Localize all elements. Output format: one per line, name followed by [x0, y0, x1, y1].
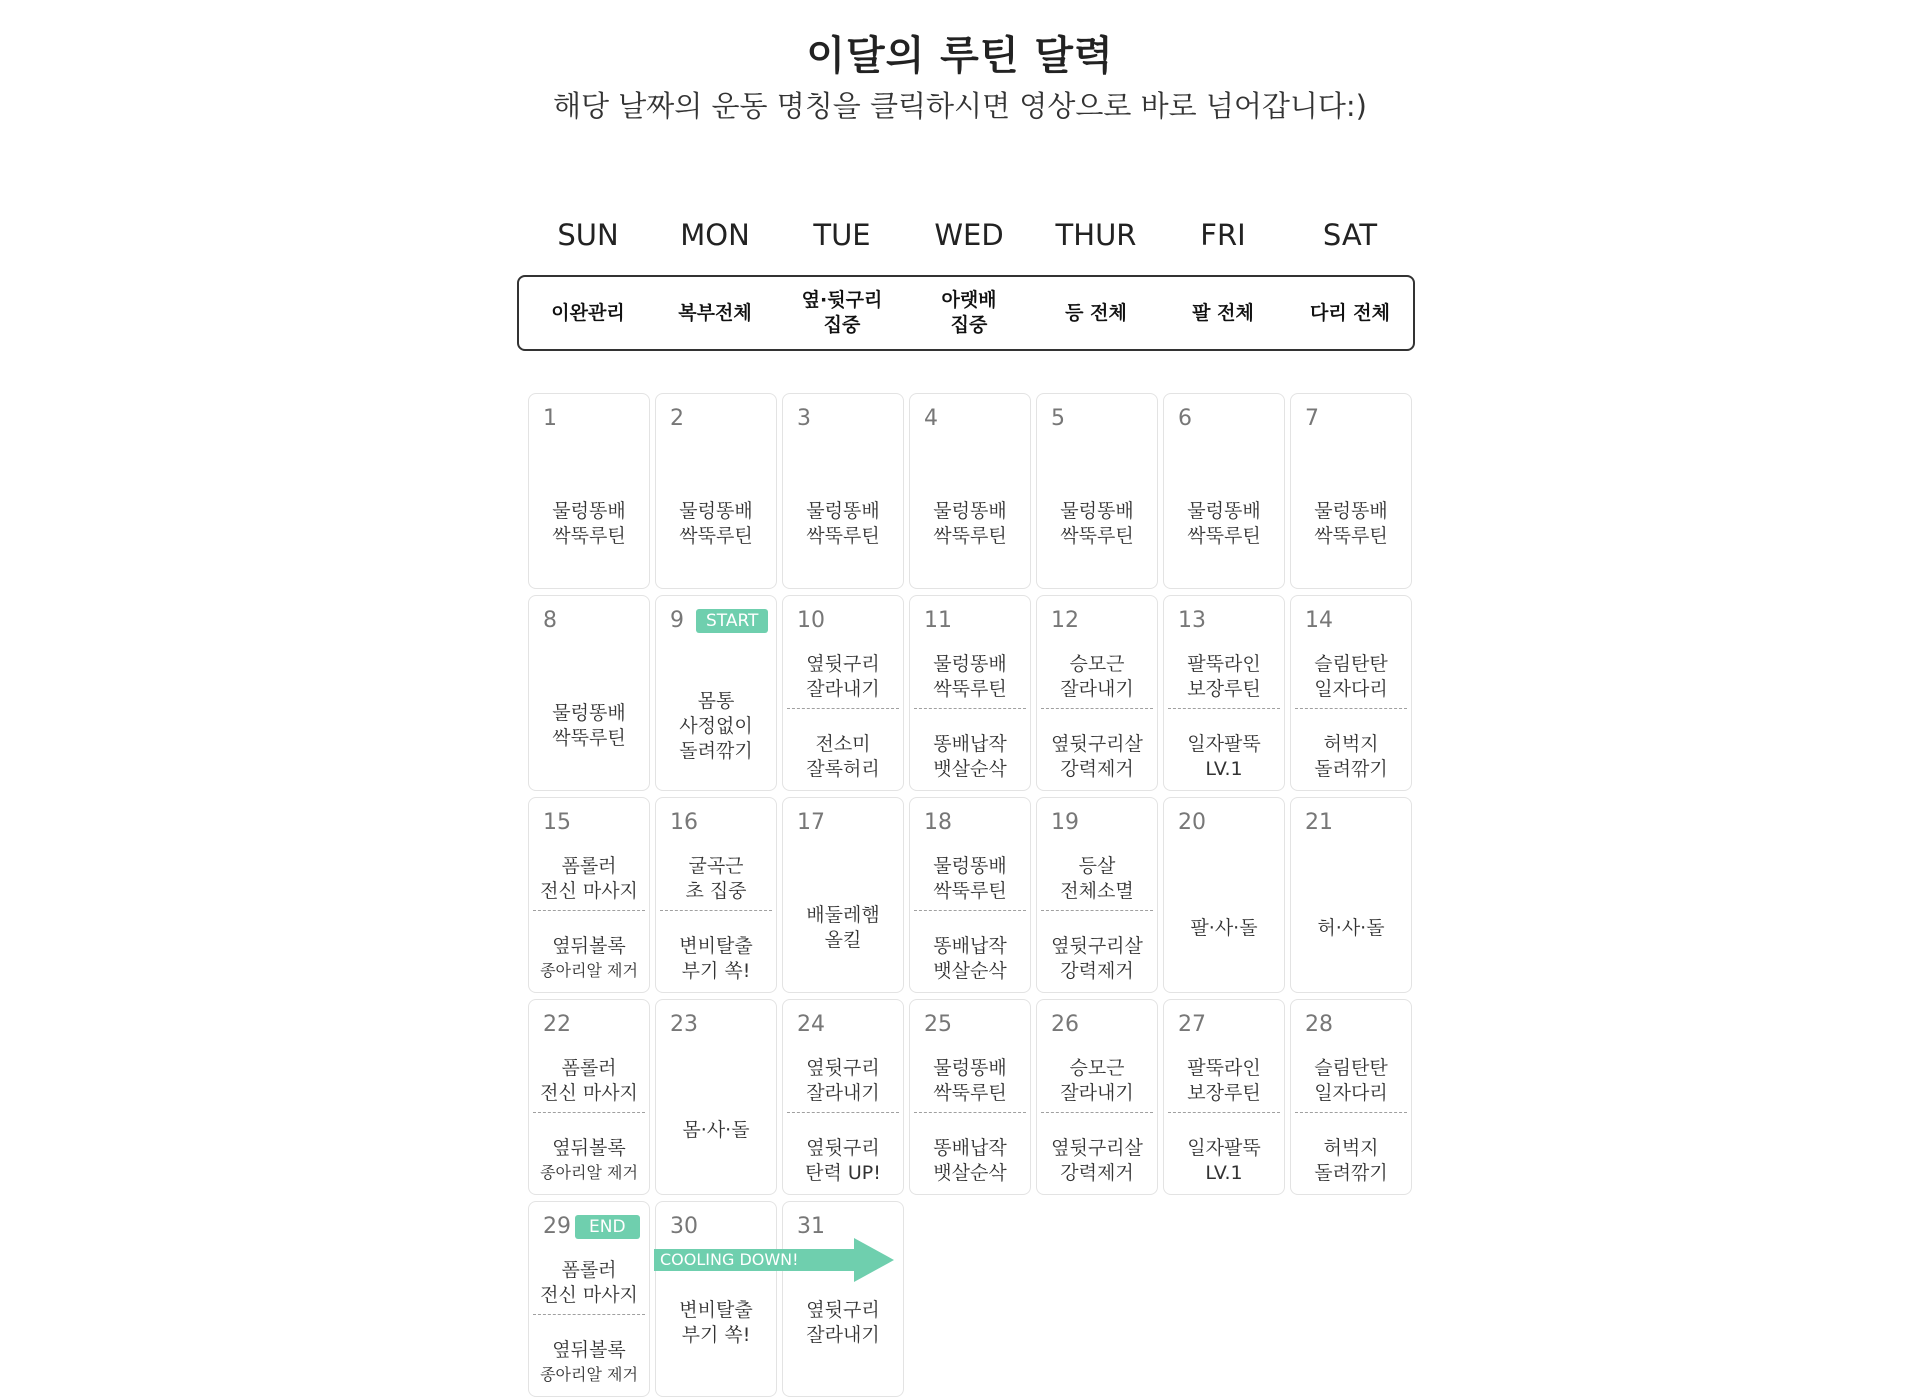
- exercise-link[interactable]: 물렁똥배 싹뚝루틴: [1060, 500, 1134, 547]
- dashed-divider: [914, 910, 1026, 911]
- exercise-link[interactable]: 옆뒷구리 잘라내기: [806, 1057, 880, 1104]
- routine-focus-sat: [1287, 277, 1413, 349]
- dashed-divider: [1168, 708, 1280, 709]
- day-number: 22: [543, 1012, 571, 1037]
- day-cell-4: [909, 393, 1031, 589]
- day-number: 13: [1178, 608, 1206, 633]
- exercise-link[interactable]: 똥배납작 뱃살순삭: [933, 1137, 1007, 1184]
- day-cell-29: [528, 1201, 650, 1397]
- dashed-divider: [1168, 1112, 1280, 1113]
- weekday-header: [525, 218, 1415, 258]
- day-cell-11: [909, 595, 1031, 791]
- weekday-thur: THUR: [1055, 218, 1137, 252]
- exercise-link[interactable]: 물렁똥배 싹뚝루틴: [933, 653, 1007, 700]
- day-cell-14: [1290, 595, 1412, 791]
- cooling-down-arrow: [654, 1238, 894, 1282]
- dashed-divider: [1041, 708, 1153, 709]
- exercise-link[interactable]: 물렁똥배 싹뚝루틴: [933, 855, 1007, 902]
- day-number: 1: [543, 406, 557, 431]
- day-cell-3: [782, 393, 904, 589]
- day-number: 25: [924, 1012, 952, 1037]
- day-number: 21: [1305, 810, 1333, 835]
- exercise-link[interactable]: 물렁똥배 싹뚝루틴: [552, 702, 626, 749]
- dashed-divider: [914, 708, 1026, 709]
- exercise-link[interactable]: 옆뒷구리 탄력 UP!: [805, 1137, 881, 1184]
- dashed-divider: [533, 1314, 645, 1315]
- exercise-link[interactable]: 옆뒤볼록: [552, 1137, 626, 1159]
- exercise-link[interactable]: 물렁똥배 싹뚝루틴: [933, 500, 1007, 547]
- exercise-link-sub[interactable]: 종아리알 제거: [540, 1365, 638, 1384]
- day-cell-2: [655, 393, 777, 589]
- day-cell-25: [909, 999, 1031, 1195]
- dashed-divider: [914, 1112, 1026, 1113]
- day-number: 7: [1305, 406, 1319, 431]
- weekday-sun: SUN: [557, 218, 619, 252]
- weekday-fri: FRI: [1200, 218, 1246, 252]
- exercise-link[interactable]: 옆뒷구리살 강력제거: [1051, 935, 1143, 982]
- day-number: 4: [924, 406, 938, 431]
- exercise-link[interactable]: 팔뚝라인 보장루틴: [1187, 1057, 1261, 1104]
- exercise-link[interactable]: 일자팔뚝 LV.1: [1187, 733, 1261, 780]
- day-number: 11: [924, 608, 952, 633]
- day-number: 9: [670, 608, 684, 633]
- routine-focus-label: 이완관리: [551, 301, 625, 324]
- exercise-link[interactable]: 물렁똥배 싹뚝루틴: [679, 500, 753, 547]
- day-cell-17: [782, 797, 904, 993]
- exercise-link[interactable]: 물렁똥배 싹뚝루틴: [933, 1057, 1007, 1104]
- exercise-link[interactable]: 물렁똥배 싹뚝루틴: [1187, 500, 1261, 547]
- day-number: 31: [797, 1214, 825, 1239]
- arrow-head-icon: [854, 1238, 894, 1282]
- exercise-link[interactable]: 등살 전체소멸: [1060, 855, 1134, 902]
- exercise-link[interactable]: 옆뒷구리살 강력제거: [1051, 733, 1143, 780]
- day-number: 3: [797, 406, 811, 431]
- exercise-link-sub[interactable]: 종아리알 제거: [540, 961, 638, 980]
- exercise-link[interactable]: 허·사·돌: [1317, 916, 1385, 939]
- start-badge: START: [696, 609, 768, 633]
- day-number: 15: [543, 810, 571, 835]
- day-cell-28: [1290, 999, 1412, 1195]
- dashed-divider: [1041, 1112, 1153, 1113]
- exercise-link[interactable]: 팔뚝라인 보장루틴: [1187, 653, 1261, 700]
- day-cell-9: [655, 595, 777, 791]
- routine-focus-label: 아랫배 집중: [941, 289, 997, 336]
- day-number: 23: [670, 1012, 698, 1037]
- exercise-link[interactable]: 굴곡근 초 집중: [685, 855, 747, 902]
- weekday-sat: SAT: [1322, 218, 1378, 252]
- page-subtitle: 해당 날짜의 운동 명칭을 클릭하시면 영상으로 바로 넘어갑니다:): [553, 89, 1367, 123]
- dashed-divider: [533, 1112, 645, 1113]
- day-number: 8: [543, 608, 557, 633]
- exercise-link[interactable]: 슬림탄탄 일자다리: [1314, 653, 1388, 700]
- routine-focus-label: 팔 전체: [1192, 301, 1254, 324]
- exercise-link[interactable]: 승모근 잘라내기: [1060, 653, 1134, 700]
- routine-focus-fri: [1160, 277, 1286, 349]
- exercise-link[interactable]: 팔·사·돌: [1190, 916, 1258, 939]
- day-number: 17: [797, 810, 825, 835]
- exercise-link[interactable]: 폼롤러 전신 마사지: [540, 1259, 638, 1306]
- routine-focus-wed: [906, 277, 1032, 349]
- exercise-link[interactable]: 허벅지 돌려깎기: [1314, 1137, 1388, 1184]
- day-cell-16: [655, 797, 777, 993]
- routine-focus-thur: [1033, 277, 1159, 349]
- exercise-link[interactable]: 배둘레햄 올킬: [806, 904, 880, 951]
- day-number: 16: [670, 810, 698, 835]
- dashed-divider: [660, 910, 772, 911]
- routine-focus-label: 등 전체: [1065, 301, 1127, 324]
- routine-focus-label: 옆·뒷구리 집중: [801, 289, 883, 336]
- day-cell-24: [782, 999, 904, 1195]
- day-number: 14: [1305, 608, 1333, 633]
- day-number: 2: [670, 406, 684, 431]
- cooling-down-label: COOLING DOWN!: [660, 1250, 799, 1269]
- exercise-link[interactable]: 옆뒤볼록: [552, 935, 626, 957]
- day-number: 19: [1051, 810, 1079, 835]
- routine-focus-label: 다리 전체: [1309, 301, 1391, 324]
- day-cell-19: [1036, 797, 1158, 993]
- exercise-link[interactable]: 옆뒷구리살 강력제거: [1051, 1137, 1143, 1184]
- exercise-link[interactable]: 승모근 잘라내기: [1060, 1057, 1134, 1104]
- dashed-divider: [533, 910, 645, 911]
- dashed-divider: [787, 1112, 899, 1113]
- exercise-link[interactable]: 몸통 사정없이 돌려깎기: [679, 689, 753, 762]
- dashed-divider: [1295, 1112, 1407, 1113]
- day-cell-23: [655, 999, 777, 1195]
- exercise-link[interactable]: 옆뒤볼록: [552, 1339, 626, 1361]
- day-number: 27: [1178, 1012, 1206, 1037]
- exercise-link[interactable]: 똥배납작 뱃살순삭: [933, 935, 1007, 982]
- day-number: 6: [1178, 406, 1192, 431]
- exercise-link[interactable]: 슬림탄탄 일자다리: [1314, 1057, 1388, 1104]
- exercise-link[interactable]: 물렁똥배 싹뚝루틴: [806, 500, 880, 547]
- exercise-link[interactable]: 전소미 잘록허리: [806, 733, 880, 780]
- day-cell-20: [1163, 797, 1285, 993]
- page-title: 이달의 루틴 달력: [806, 33, 1114, 79]
- day-number: 29: [543, 1214, 571, 1239]
- day-cell-13: [1163, 595, 1285, 791]
- exercise-link[interactable]: 물렁똥배 싹뚝루틴: [552, 500, 626, 547]
- weekday-wed: WED: [934, 218, 1004, 252]
- day-cell-21: [1290, 797, 1412, 993]
- day-cell-18: [909, 797, 1031, 993]
- day-number: 26: [1051, 1012, 1079, 1037]
- day-cell-26: [1036, 999, 1158, 1195]
- dashed-divider: [1041, 910, 1153, 911]
- day-cell-30: [655, 1201, 777, 1397]
- dashed-divider: [1295, 708, 1407, 709]
- weekday-mon: MON: [680, 218, 750, 252]
- day-number: 12: [1051, 608, 1079, 633]
- routine-focus-mon: [652, 277, 778, 349]
- day-cell-5: [1036, 393, 1158, 589]
- routine-focus-sun: [525, 277, 651, 349]
- day-cell-27: [1163, 999, 1285, 1195]
- day-cell-6: [1163, 393, 1285, 589]
- day-cell-15: [528, 797, 650, 993]
- day-number: 20: [1178, 810, 1206, 835]
- day-cell-31: [782, 1201, 904, 1397]
- exercise-link[interactable]: 폼롤러 전신 마사지: [540, 1057, 638, 1104]
- exercise-link[interactable]: 허벅지 돌려깎기: [1314, 733, 1388, 780]
- day-number: 10: [797, 608, 825, 633]
- day-number: 24: [797, 1012, 825, 1037]
- day-number: 30: [670, 1214, 698, 1239]
- day-cell-8: [528, 595, 650, 791]
- exercise-link[interactable]: 옆뒷구리 잘라내기: [806, 653, 880, 700]
- weekday-tue: TUE: [813, 218, 871, 252]
- day-cell-1: [528, 393, 650, 589]
- routine-focus-label: 복부전체: [678, 301, 752, 324]
- exercise-link[interactable]: 옆뒷구리 잘라내기: [806, 1299, 880, 1346]
- routine-focus-bar: [517, 275, 1415, 351]
- end-badge: END: [575, 1215, 640, 1239]
- day-cell-12: [1036, 595, 1158, 791]
- exercise-link[interactable]: 폼롤러 전신 마사지: [540, 855, 638, 902]
- exercise-link[interactable]: 일자팔뚝 LV.1: [1187, 1137, 1261, 1184]
- exercise-link[interactable]: 몸·사·돌: [682, 1118, 750, 1141]
- day-number: 18: [924, 810, 952, 835]
- exercise-link[interactable]: 변비탈출 부기 쏙!: [679, 1299, 753, 1346]
- routine-focus-tue: [779, 277, 905, 349]
- day-cell-10: [782, 595, 904, 791]
- exercise-link[interactable]: 변비탈출 부기 쏙!: [679, 935, 753, 982]
- exercise-link-sub[interactable]: 종아리알 제거: [540, 1163, 638, 1182]
- dashed-divider: [787, 708, 899, 709]
- day-number: 5: [1051, 406, 1065, 431]
- day-cell-22: [528, 999, 650, 1195]
- exercise-link[interactable]: 똥배납작 뱃살순삭: [933, 733, 1007, 780]
- day-number: 28: [1305, 1012, 1333, 1037]
- day-cell-7: [1290, 393, 1412, 589]
- exercise-link[interactable]: 물렁똥배 싹뚝루틴: [1314, 500, 1388, 547]
